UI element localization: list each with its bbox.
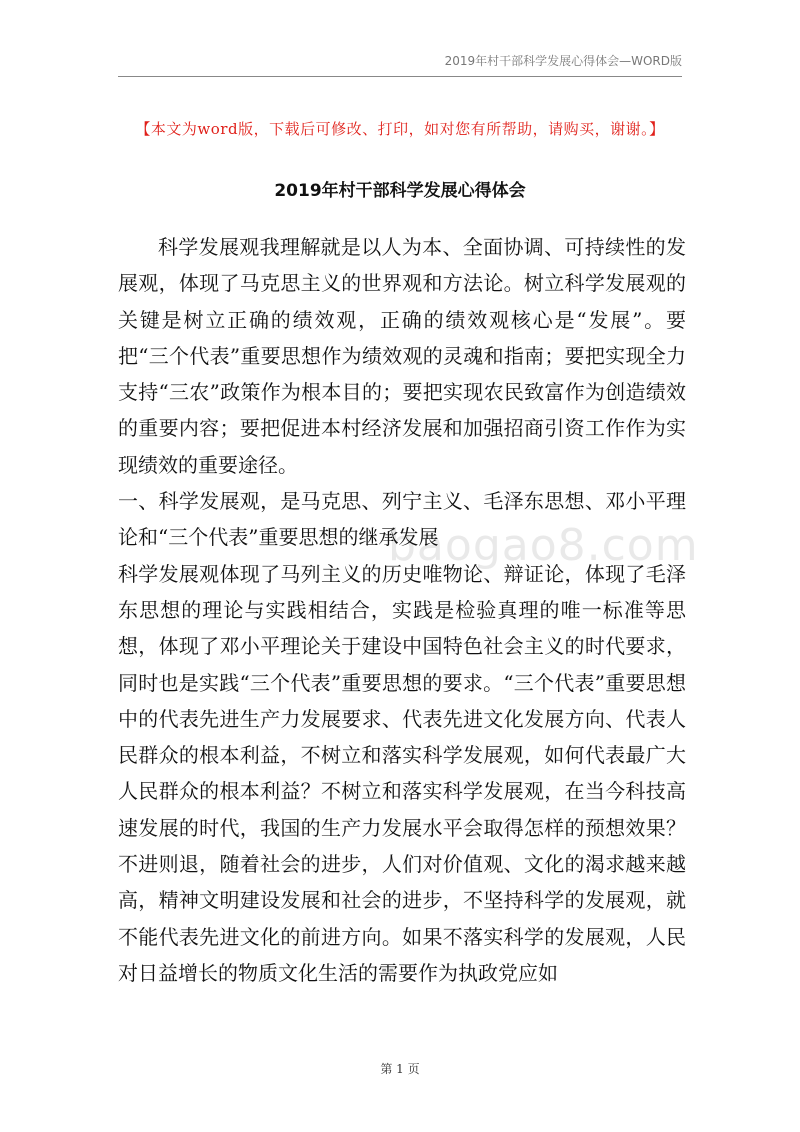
watermark: baogao8.com xyxy=(388,520,699,571)
section-heading-1: 一、科学发展观，是马克思、列宁主义、毛泽东思想、邓小平理论和“三个代表”重要思想的继承发展 xyxy=(118,489,686,550)
paragraph-section-1: 科学发展观体现了马列主义的历史唯物论、辩证论，体现了毛泽东思想的理论与实践相结合，实践是检验真理的唯一标准等思想，体现了邓小平理论关于建设中国特色社会主义的时代要求，同时也是实践“三个代表”重要思想的要求。“三个代表”重要思想中的代表先进生产力发展要求、代表先进文化发展方向、代表人民群众的根本利益，不树立和落实科学发展观，如何代表最广大人民群众的根本利益？不树立和落实科学发展观，在当今科技高速发展的时代，我国的生产力发展水平会取得怎样的预想效果？不进则退，随着社会的进步，人们对价值观、文化的渴求越来越高，精神文明建设发展和社会的进步，不坚持科学的发展观，就不能代表先进文化的前进方向。如果不落实科学的发展观，人民对日益增长的物质文化生活的需要作为执政党应如 xyxy=(118,561,686,985)
paragraph-intro: 科学发展观我理解就是以人为本、全面协调、可持续性的发展观，体现了马克思主义的世界观和方法论。树立科学发展观的关键是树立正确的绩效观，正确的绩效观核心是“发展”。要把“三个代表”重要思想作为绩效观的灵魂和指南；要把实现全力支持“三农”政策作为根本目的；要把实现农民致富作为创造绩效的重要内容；要把促进本村经济发展和加强招商引资工作作为实现绩效的重要途径。 xyxy=(118,235,686,477)
page-number: 第 1 页 xyxy=(380,1062,420,1076)
document-title: 2019年村干部科学发展心得体会 xyxy=(274,181,526,201)
document-body xyxy=(118,229,699,991)
header-divider xyxy=(118,76,682,77)
running-header: 2019年村干部科学发展心得体会—WORD版 xyxy=(444,54,682,68)
download-notice: 【本文为word版，下载后可修改、打印，如对您有所帮助，请购买，谢谢。】 xyxy=(135,120,665,138)
